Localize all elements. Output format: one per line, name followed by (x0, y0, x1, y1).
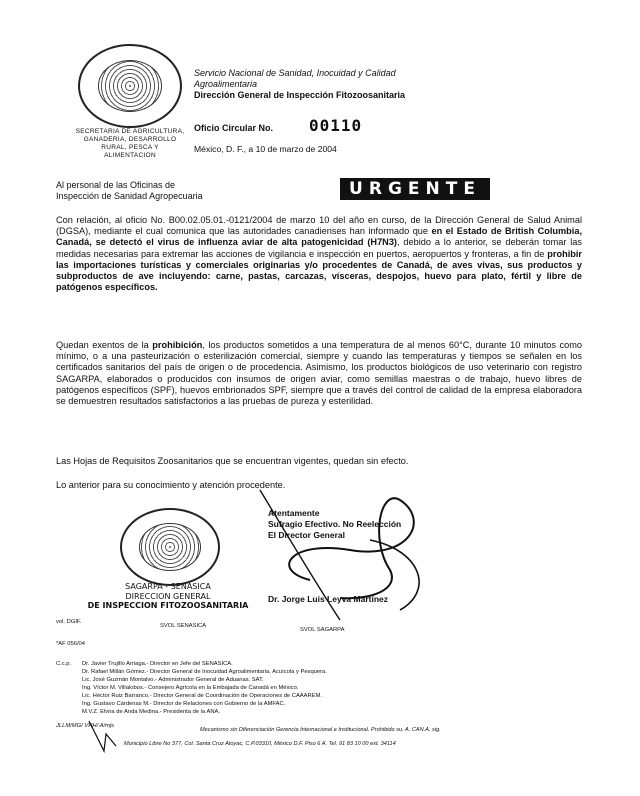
document-date: México, D. F., a 10 de marzo de 2004 (194, 144, 337, 154)
p2-text-rest: , los productos sometidos a una temperatura de al menos 60°C, durante 10 minutos como mínimo, o a una pasteurización o esterilización comercial, siempre y cuando las temperaturas y tiempos se señalen en los certificados sanitarios del país de origen o de procedencia. Asimismo, los productos biológicos de uso veterinario con registro SAGARPA, elaborados o producidos con insumos de origen aviar, como semillas maestras o de trabajo, huevo libres de patógenos específicos (SPF), huevos embrionados SPF, siempre que a través del control de calidad de la empresa elaboradora se demuestren resultados satisfactorios a las pruebas de pureza y esterilidad. (56, 340, 582, 407)
secretaria-line: ALIMENTACION (104, 152, 156, 159)
eagle-emblem-icon (139, 523, 201, 571)
p2-text: Quedan exentos de la (56, 340, 153, 350)
addressee (56, 180, 316, 202)
p1-text-cont: , debido a lo anterior, se deberán tomar las medidas necesarias para extremar las acciones de vigilancia e inspección en puertos, aeropuertos y fronteras, a fin de (56, 237, 582, 259)
signature-title: El Director General (268, 530, 346, 540)
footer-notice: Mecanismo sin Diferenciación Gerencia Internacional e Institucional. Prohibido su. A. CAN.A. sig. (200, 727, 441, 733)
stamp-text (68, 582, 268, 611)
ref-initials: *AF 056/04 (56, 641, 86, 647)
secretaria-line: RURAL, PESCA Y (101, 144, 159, 151)
p1-bold-outbreak: en el Estado de British Columbia, Canadá, se detectó el virus de influenza aviar de alta patogenicidad (H7N3) (56, 226, 582, 248)
p2-bold: prohibición (152, 340, 203, 350)
ccp-item: Lic. José Guzmán Montalvo.- Administrador General de Aduanas. SAT. (82, 677, 264, 683)
signature-motto: Sufragio Efectivo. No Reelección (268, 519, 402, 529)
signature-closing: Atentamente (268, 508, 320, 518)
direction-name: Dirección General de Inspección Fitozoosanitaria (194, 90, 406, 100)
ccp-item: Dr. Rafael Millán Gómez.- Director General de Inocuidad Agroalimentaria, Acuícola y Pesquera. (82, 669, 327, 675)
agency-name-cont: Agroalimentaria (194, 79, 258, 89)
ccp-item: Dr. Javier Trujillo Arriaga.- Director en Jefe del SENASICA. (82, 661, 233, 667)
agency-header (194, 68, 494, 101)
paragraph-1 (56, 215, 582, 293)
ref-left: vol. DGIF. (56, 619, 82, 625)
stamp-line: SAGARPA - SENASICA (125, 582, 211, 591)
paragraph-2 (56, 340, 582, 407)
p1-bold-prohibition: prohibir las importaciones turísticas y comerciales originarias y/o procedentes de Canadá, de aves vivas, sus productos y subproductos de ave incluyendo: carne, pastas, carcazas, vísceras, despojos, huevo para plato, fértil y libre de patógenos específicos. (56, 248, 582, 293)
ccp-item: Ing. Gustavo Cárdenas M.- Director de Relaciones con Gobierno de la AMFAC. (82, 701, 286, 707)
ref-right: SVOL SAGARPA (300, 627, 345, 633)
footer-initials: JLLM/MG/ VHH/ A/mjs (56, 723, 115, 729)
ccp-item: M.V.Z. Elvira de Anda Medina.- Presidenta de la ANA. (82, 709, 221, 715)
agency-name: Servicio Nacional de Sanidad, Inocuidad y Calidad (194, 68, 396, 78)
ccp-item: Lic. Héctor Ruiz Barranco.- Director General de Coordinación de Operaciones de CAAAREM. (82, 693, 323, 699)
oficio-line (194, 116, 494, 135)
secretaria-line: GANADERIA, DESARROLLO (83, 136, 177, 143)
secretaria-block (60, 128, 200, 160)
oficio-number: 00110 (309, 116, 363, 135)
addressee-line: Inspección de Sanidad Agropecuaria (56, 191, 203, 201)
p1-text: Con relación, al oficio No. B00.02.05.01.-0121/2004 de marzo 10 del año en curso, de la Dirección General de Salud Animal (DGSA), mediante el cual comunica que las autoridades canadienses han informado que (56, 215, 582, 237)
initials-scribble (84, 716, 124, 756)
mexico-seal-stamp (120, 508, 220, 586)
paragraph-4: Lo anterior para su conocimiento y atención procedente. (56, 480, 286, 490)
signatory-name: Dr. Jorge Luis Leyva Martínez (268, 594, 388, 604)
urgent-badge: URGENTE (340, 178, 490, 200)
handwritten-signature (250, 480, 450, 630)
ccp-list (82, 660, 582, 716)
oficio-label: Oficio Circular No. (194, 123, 274, 133)
eagle-emblem-icon (98, 60, 162, 112)
ccp-item: Ing. Víctor M. Villalobos.- Consejero Agrícola en la Embajada de Canadá en México. (82, 685, 299, 691)
stamp-line: DIRECCION GENERAL (125, 591, 211, 601)
paragraph-3: Las Hojas de Requisitos Zoosanitarios que se encuentran vigentes, quedan sin efecto. (56, 456, 409, 466)
addressee-line: Al personal de las Oficinas de (56, 180, 176, 190)
secretaria-line: SECRETARIA DE AGRICULTURA, (75, 128, 185, 135)
footer-address: Municipio Libre No 377, Col. Santa Cruz Atoyac, C.P.03310, México D.F. Piso 6 A. Tel. 91 83 10 00 ext. 34114 (124, 741, 396, 747)
stamp-line: DE INSPECCION FITOZOOSANITARIA (87, 601, 249, 610)
ref-mid: SVOL SENASICA (160, 623, 207, 629)
mexico-seal-top (78, 44, 182, 128)
ccp-label: C.c.p. (56, 661, 72, 667)
